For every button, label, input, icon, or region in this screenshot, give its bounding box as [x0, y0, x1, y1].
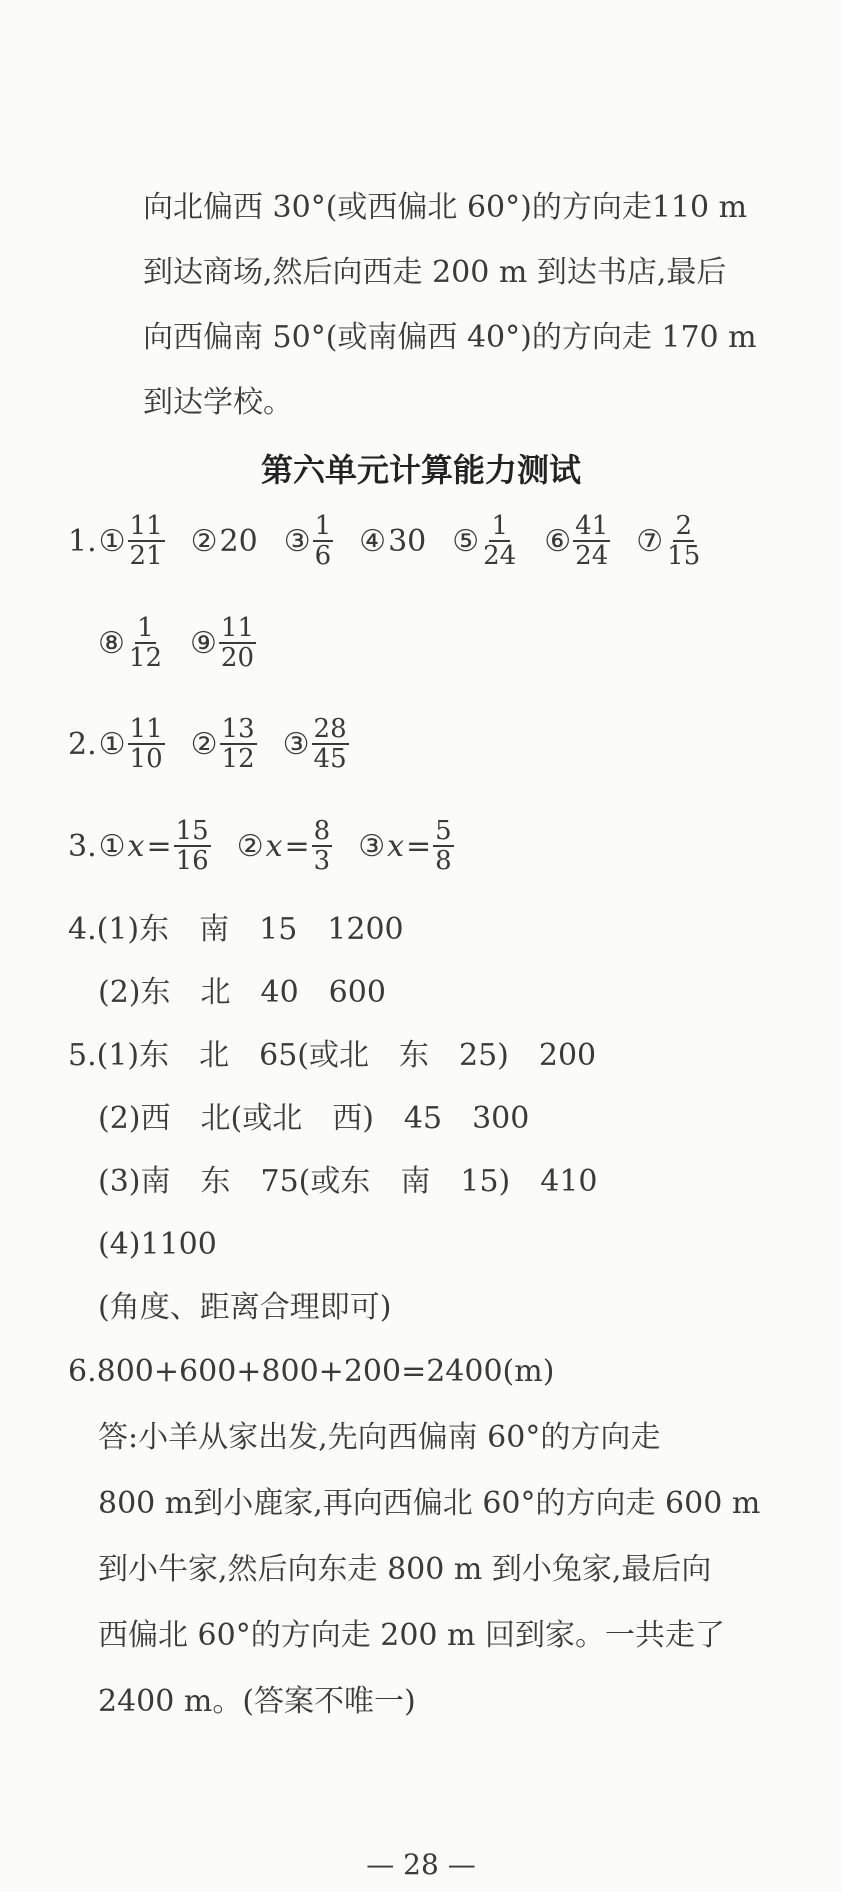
question-6-line-1: 6.800+600+800+200=2400(m) — [68, 1354, 555, 1389]
q3-item-1: ① x = $\frac{15}{16}$ — [98, 816, 209, 876]
question-4-line-2: (2)东 北 40 600 — [98, 975, 386, 1010]
question-6-answer-line-2: 800 m到小鹿家,再向西偏北 60°的方向走 600 m — [98, 1486, 761, 1521]
q3-item-2: ② x = $\frac{8}{3}$ — [236, 816, 331, 876]
question-1-number: 1. — [68, 523, 97, 559]
question-5-line-4: (4)1100 — [98, 1227, 217, 1262]
question-5-line-3: (3)南 东 75(或东 南 15) 410 — [98, 1164, 598, 1199]
question-1-row-1 — [68, 512, 728, 570]
question-5-line-2: (2)西 北(或北 西) 45 300 — [98, 1101, 530, 1136]
q1-item-8: ⑧ $\frac{1}{12}$ — [98, 613, 162, 673]
section-title: 第六单元计算能力测试 — [260, 451, 581, 489]
question-3-number: 3. — [68, 828, 97, 864]
q1-item-2: ② 20 — [190, 523, 258, 559]
q1-item-1: ① $\frac{11}{21}$ — [98, 511, 163, 571]
intro-line-4: 到达学校。 — [143, 385, 293, 420]
question-3 — [68, 817, 480, 875]
question-5-line-1: 5.(1)东 北 65(或北 东 25) 200 — [68, 1038, 597, 1073]
q3-item-3: ③ x = $\frac{5}{8}$ — [358, 816, 452, 876]
q1-item-6: ⑥ $\frac{41}{24}$ — [544, 511, 609, 571]
question-2-number: 2. — [68, 726, 97, 762]
q2-item-1: ① $\frac{11}{10}$ — [98, 714, 163, 774]
question-1-row-2 — [98, 614, 282, 672]
intro-line-2: 到达商场,然后向西走 200 m 到达书店,最后 — [143, 255, 727, 290]
q1-item-9: ⑨ $\frac{11}{20}$ — [190, 613, 254, 673]
q1-item-7: ⑦ $\frac{2}{15}$ — [636, 511, 701, 571]
intro-line-1: 向北偏西 30°(或西偏北 60°)的方向走110 m — [143, 190, 748, 225]
q2-item-2: ② $\frac{13}{12}$ — [190, 714, 255, 774]
question-6-answer-line-3: 到小牛家,然后向东走 800 m 到小兔家,最后向 — [98, 1552, 712, 1587]
question-5-note: (角度、距离合理即可) — [98, 1290, 392, 1325]
q2-item-3: ③ $\frac{28}{45}$ — [282, 714, 347, 774]
question-6-answer-line-4: 西偏北 60°的方向走 200 m 回到家。一共走了 — [98, 1618, 726, 1653]
question-6-answer-line-1: 答:小羊从家出发,先向西偏南 60°的方向走 — [98, 1420, 661, 1455]
page-number: — 28 — — [366, 1848, 476, 1881]
q1-item-3: ③ $\frac{1}{6}$ — [283, 511, 332, 571]
intro-line-3: 向西偏南 50°(或南偏西 40°)的方向走 170 m — [143, 320, 757, 355]
question-6-answer-line-5: 2400 m。(答案不唯一) — [98, 1684, 416, 1719]
q1-item-5: ⑤ $\frac{1}{24}$ — [452, 511, 517, 571]
question-4-line-1: 4.(1)东 南 15 1200 — [68, 912, 404, 947]
question-2 — [68, 715, 375, 773]
q1-item-4: ④ 30 — [359, 523, 427, 559]
